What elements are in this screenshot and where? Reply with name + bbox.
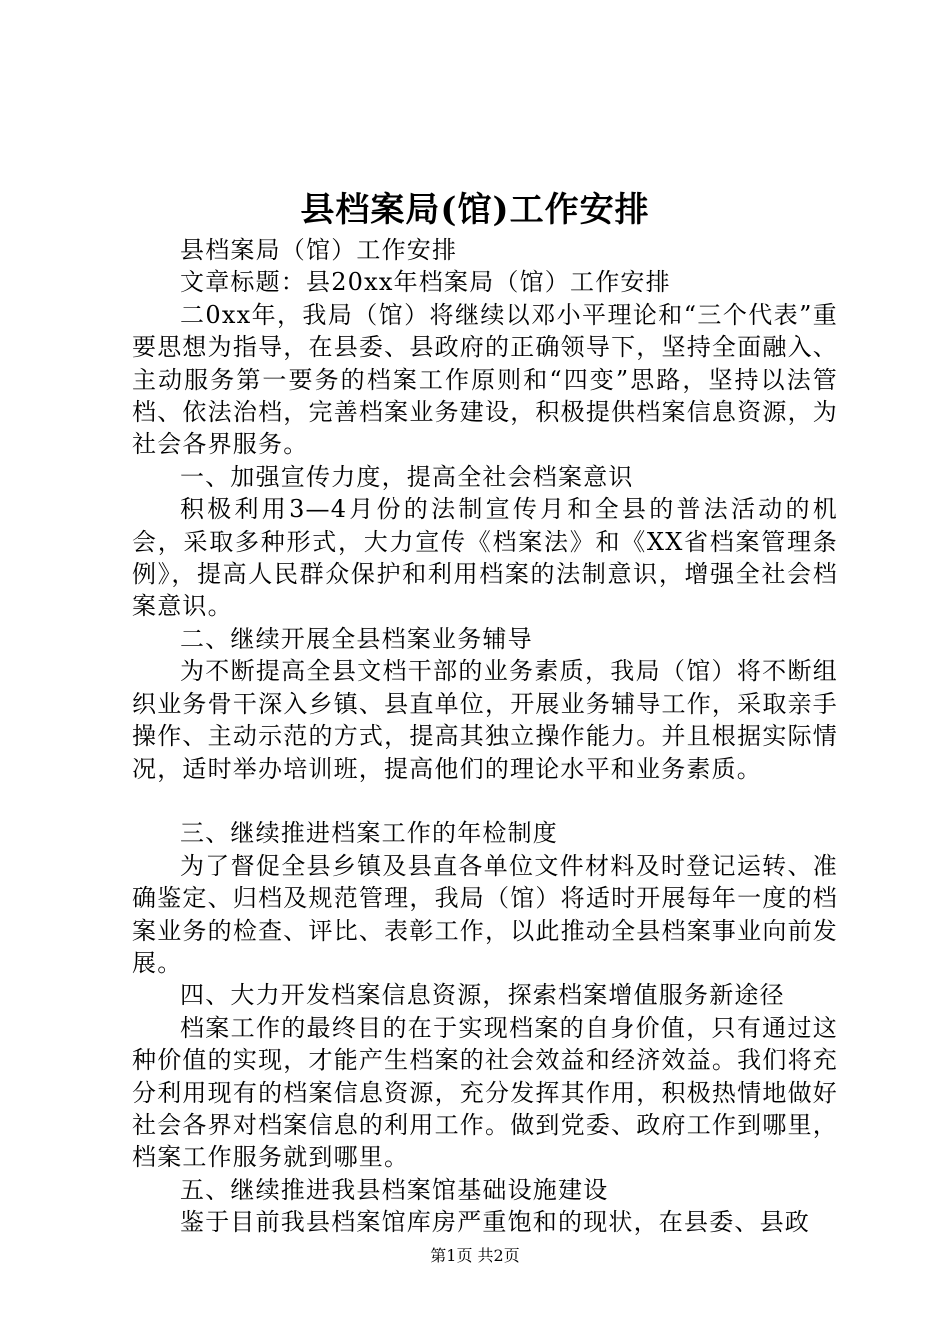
paragraph-section-4: 档案工作的最终目的在于实现档案的自身价值，只有通过这种价值的实现，才能产生档案的社会效益和经济效益。我们将充分利用现有的档案信息资源，充分发挥其作用，积极热情地做好社会各界对档案信息的利用工作。做到党委、政府工作到哪里，档案工作服务就到哪里。: [132, 1013, 838, 1172]
paragraph-article-title: 文章标题：县20xx年档案局（馆）工作安排: [180, 268, 671, 297]
paragraph-section-3: 为了督促全县乡镇及县直各单位文件材料及时登记运转、准确鉴定、归档及规范管理，我局（馆）将适时开展每年一度的档案业务的检查、评比、表彰工作，以此推动全县档案事业向前发展。: [132, 851, 838, 977]
section-heading-1: 一、加强宣传力度，提高全社会档案意识: [180, 462, 634, 491]
paragraph-subtitle: 县档案局（馆）工作安排: [180, 236, 458, 264]
document-title: 县档案局(馆)工作安排: [300, 190, 650, 230]
page-footer: 第1页 共2页: [430, 1246, 520, 1265]
section-heading-2: 二、继续开展全县档案业务辅导: [180, 624, 533, 653]
paragraph-intro: 二0xx年，我局（馆）将继续以邓小平理论和“三个代表”重要思想为指导，在县委、县政府的正确领导下，坚持全面融入、主动服务第一要务的档案工作原则和“四变”思路，坚持以法管档、依法治档，完善档案业务建设，积极提供档案信息资源，为社会各界服务。: [132, 300, 838, 459]
section-heading-4: 四、大力开发档案信息资源，探索档案增值服务新途径: [180, 981, 785, 1010]
document-body: [132, 234, 838, 1239]
paragraph-section-1: 积极利用3—4月份的法制宣传月和全县的普法活动的机会，采取多种形式，大力宣传《档案法》和《XX省档案管理条例》，提高人民群众保护和利用档案的法制意识，增强全社会档案意识。: [132, 495, 838, 621]
section-heading-3: 三、继续推进档案工作的年检制度: [180, 819, 558, 848]
paragraph-section-5: 鉴于目前我县档案馆库房严重饱和的现状，在县委、县政: [180, 1208, 810, 1237]
section-heading-5: 五、继续推进我县档案馆基础设施建设: [180, 1175, 609, 1204]
paragraph-section-2: 为不断提高全县文档干部的业务素质，我局（馆）将不断组织业务骨干深入乡镇、县直单位，开展业务辅导工作，采取亲手操作、主动示范的方式，提高其独立操作能力。并且根据实际情况，适时举办培训班，提高他们的理论水平和业务素质。: [132, 657, 838, 783]
blank-line: [132, 785, 838, 817]
